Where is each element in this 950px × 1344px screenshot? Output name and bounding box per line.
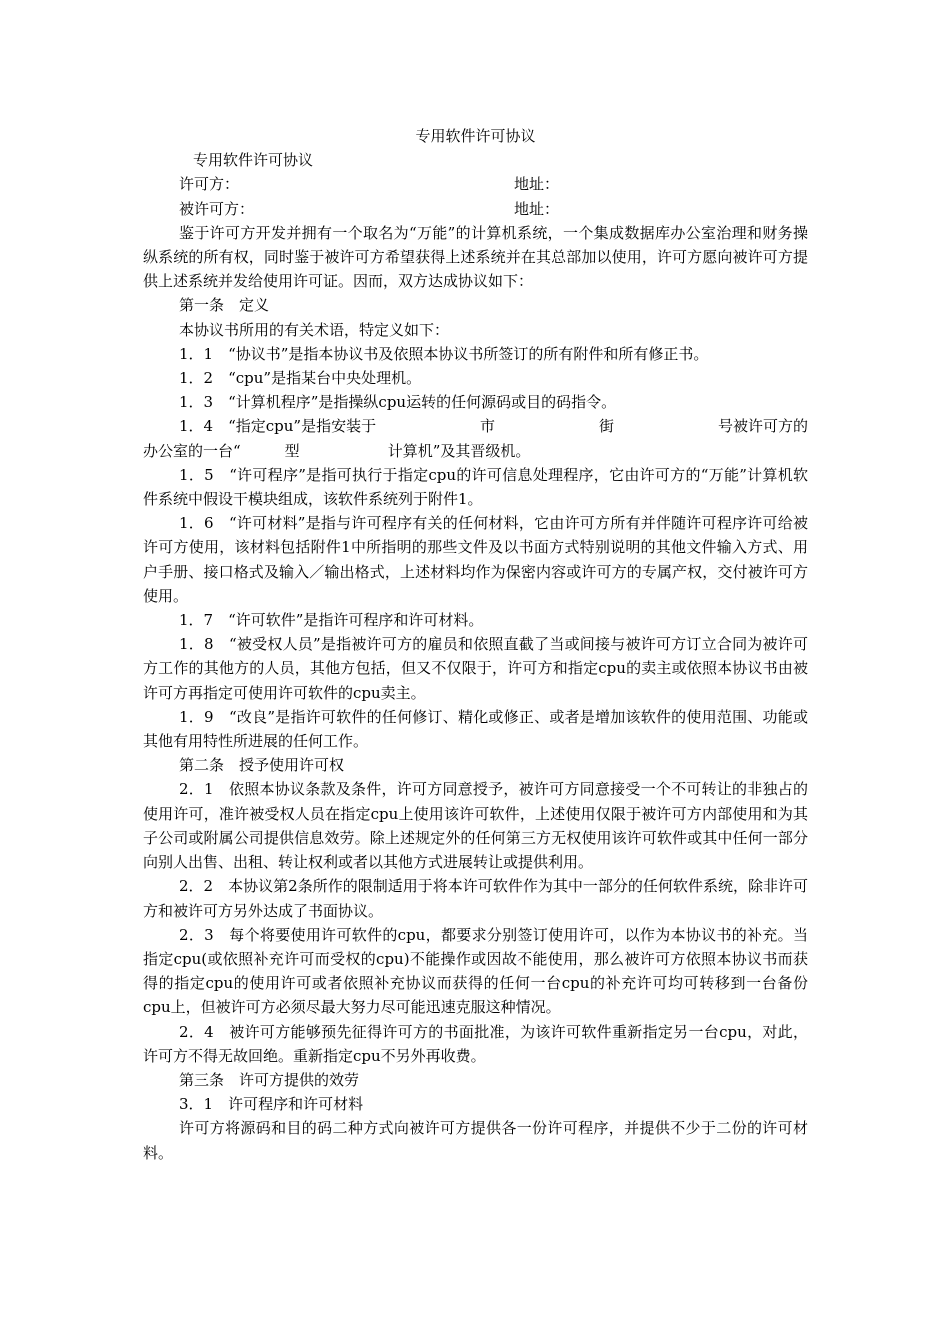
clause-2-3: 2．3 每个将要使用许可软件的cpu，都要求分别签订使用许可，以作为本协议书的补充。当指定cpu(或依照补充许可而受权的cpu)不能操作或因故不能使用，那么被许可方依照本协议书而获得的指定cpu的使用许可或者依照补充协议而获得的任何一台cpu的补充许可均可转移到一台备份cpu上，但被许可方必须尽最大努力尽可能迅速克服这种情况。: [143, 925, 808, 1017]
clause-1-1: 1．1 “协议书”是指本协议书及依照本协议书所签订的所有附件和所有修正书。: [179, 344, 709, 363]
clause-1-4-part-5: 办公室的一台“: [143, 441, 241, 460]
article-3-heading: 第三条 许可方提供的效劳: [179, 1070, 360, 1089]
clause-1-4-part-4: 号被许可方的: [717, 417, 808, 436]
licensor-address-label: 地址：: [514, 175, 560, 194]
clause-1-4-part-6: 型: [284, 441, 300, 460]
clause-1-3: 1．3 “计算机程序”是指操纵cpu运转的任何源码或目的码指令。: [179, 393, 617, 412]
clause-2-2: 2．2 本协议第2条所作的限制适用于将本许可软件作为其中一部分的任何软件系统，除非许可方和被许可方另外达成了书面协议。: [143, 877, 808, 920]
document-body: [143, 124, 808, 1165]
clause-1-4-line-1: [143, 414, 808, 438]
clause-1-5: 1．5 “许可程序”是指可执行于指定cpu的许可信息处理程序，它由许可方的“万能”计算机软件系统中假设干模块组成，该软件系统列于附件1。: [143, 465, 808, 509]
licensee-label: 被许可方：: [179, 199, 255, 218]
clause-1-4-part-7: 计算机”及其晋级机。: [387, 441, 531, 460]
clause-2-4: 2．4 被许可方能够预先征得许可方的书面批准，为该许可软件重新指定另一台cpu，对此，许可方不得无故回绝。重新指定cpu不另外再收费。: [143, 1022, 808, 1065]
preamble-paragraph: 鉴于许可方开发并拥有一个取名为“万能”的计算机系统，一个集成数据库办公室治理和财务操纵系统的所有权，同时鉴于被许可方希望获得上述系统并在其总部加以使用，许可方愿向被许可方提供上述系统并发给使用许可证。因而，双方达成协议如下：: [143, 223, 808, 291]
clause-1-8: 1．8 “被受权人员”是指被许可方的雇员和依照直截了当或间接与被许可方订立合同为被许可方工作的其他方的人员，其他方包括，但又不仅限于，许可方和指定cpu的卖主或依照本协议书由被许可方再指定可使用许可软件的cpu卖主。: [143, 635, 808, 702]
licensee-address-label: 地址：: [514, 199, 560, 218]
clause-1-4-line-2: [143, 439, 808, 463]
clause-3-1-body: 许可方将源码和目的码二种方式向被许可方提供各一份许可程序，并提供不少于二份的许可材料。: [143, 1119, 808, 1162]
clause-1-6: 1．6 “许可材料”是指与许可程序有关的任何材料，它由许可方所有并伴随许可程序许可给被许可方使用，该材料包括附件1中所指明的那些文件及以书面方式特别说明的其他文件输入方式、用户手册、接口格式及输入／输出格式，上述材料均作为保密内容或许可方的专属产权，交付被许可方使用。: [143, 514, 808, 605]
article-2-heading: 第二条 授予使用许可权: [179, 756, 345, 775]
document-title: 专用软件许可协议: [415, 127, 536, 145]
document-subtitle: 专用软件许可协议: [193, 151, 314, 170]
clause-1-9: 1．9 “改良”是指许可软件的任何修订、精化或修正、或者是增加该软件的使用范围、功能或其他有用特性所进展的任何工作。: [143, 707, 808, 751]
clause-3-1: 3．1 许可程序和许可材料: [179, 1095, 364, 1114]
clause-2-1: 2．1 依照本协议条款及条件，许可方同意授予，被许可方同意接受一个不可转让的非独占的使用许可，准许被受权人员在指定cpu上使用该许可软件，上述使用仅限于被许可方内部使用和为其子公司或附属公司提供信息效劳。除上述规定外的任何第三方无权使用该许可软件或其中任何一部分向别人出售、出租、转让权利或者以其他方式进展转让或提供利用。: [143, 780, 808, 872]
clause-1-7: 1．7 “许可软件”是指许可程序和许可材料。: [179, 611, 484, 630]
article-1-heading: 第一条 定义: [179, 296, 270, 315]
clause-1-2: 1．2 “cpu”是指某台中央处理机。: [179, 369, 422, 388]
article-1-intro: 本协议书所用的有关术语，特定义如下：: [179, 320, 450, 339]
licensor-label: 许可方：: [179, 175, 240, 194]
clause-1-4-part-2: 市: [480, 417, 496, 436]
licensor-row: [143, 172, 808, 196]
clause-1-4-part-3: 街: [599, 417, 615, 436]
clause-1-4-part-1: 1．4 “指定cpu”是指安装于: [179, 417, 377, 436]
licensee-row: [143, 197, 808, 221]
